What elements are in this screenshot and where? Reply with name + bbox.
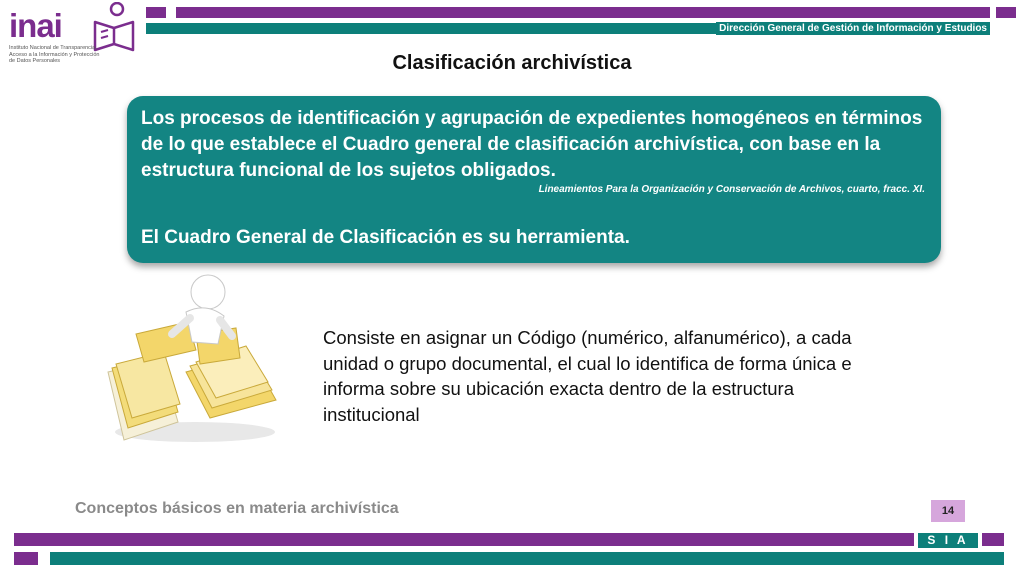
footer-caption: Conceptos básicos en materia archivística (75, 500, 399, 517)
footer-purple-square-left (14, 552, 38, 565)
logo-word: inai (9, 7, 62, 44)
footer-purple-bar (14, 533, 914, 546)
slide-title: Clasificación archivística (392, 52, 632, 74)
definition-callout (127, 96, 941, 263)
footer-purple-square-right (982, 533, 1004, 546)
citation-text: Lineamientos Para la Organización y Conservación de Archivos, cuarto, fracc. XI. (538, 184, 925, 195)
page-number-badge: 14 (931, 500, 965, 522)
classification-description: Consiste en asignar un Código (numérico, alfanumérico), a cada unidad o grupo documental, el cual lo identifica de forma única e informa sobre su ubicación exacta dentro de la estructura institucional (323, 327, 852, 425)
footer-teal-bar (50, 552, 1004, 565)
definition-text: Los procesos de identificación y agrupación de expedientes homogéneos en términos de lo que establece el Cuadro general de clasificación archivística, con base en la estructura funcional de los sujetos obligados. (141, 108, 923, 181)
person-with-folders-illustration (100, 272, 290, 447)
header-purple-square (146, 7, 166, 18)
header-purple-bar (176, 7, 990, 18)
tool-statement: El Cuadro General de Clasificación es su herramienta. (141, 227, 630, 248)
header-caption: Dirección General de Gestión de Información y Estudios (716, 22, 990, 35)
sia-label: S I A (918, 533, 978, 548)
logo-subtitle: Instituto Nacional de Transparencia, Acceso a la Información y Protección de Datos Personales (9, 45, 100, 64)
header-purple-square-right (996, 7, 1016, 18)
